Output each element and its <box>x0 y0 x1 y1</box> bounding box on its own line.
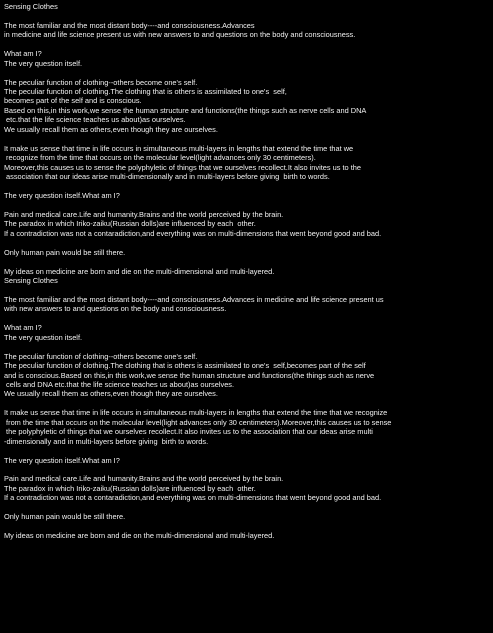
text-line: What am I? <box>4 49 42 59</box>
text-line: the polyphyletic of things that we ourselves recollect.It also invites us to the association that our ideas arise multi <box>4 427 373 437</box>
text-line: The most familiar and the most distant body----and consciousness.Advances <box>4 20 255 30</box>
blank-line <box>4 182 489 191</box>
text-line: Only human pain would be still there. <box>4 247 126 257</box>
text-line: from the time that occurs on the molecular level(light advances only 30 centimeters).Moreover,this causes us to sense <box>4 417 392 427</box>
blank-line <box>4 399 489 408</box>
blank-line <box>4 503 489 512</box>
text-line: The paradox in which Iriko-zaiku(Russian dolls)are influenced by each other. <box>4 483 256 493</box>
blank-line <box>4 134 489 143</box>
text-line: The very question itself.What am I? <box>4 190 120 200</box>
text-line: recognize from the time that occurs on the molecular level(light advances only 30 centimeters). <box>4 153 316 163</box>
text-line: Only human pain would be still there. <box>4 512 126 522</box>
text-line: The paradox in which Iriko-zaiku(Russian dolls)are influenced by each other. <box>4 219 256 229</box>
text-line: -dimensionally and in multi-layers before giving birth to words. <box>4 436 209 446</box>
text-line: Pain and medical care.Life and humanity.Brains and the world perceived by the brain. <box>4 474 284 484</box>
text-line: Sensing Clothes <box>4 276 58 286</box>
text-line: If a contradiction was not a contaradiction,and everything was on multi-dimensions that went beyond good and bad. <box>4 228 382 238</box>
blank-line <box>4 68 489 77</box>
blank-line <box>4 465 489 474</box>
blank-line <box>4 200 489 209</box>
text-line: etc.that the life science teaches us about)as ourselves. <box>4 115 186 125</box>
text-line: It make us sense that time in life occurs in simultaneous multi-layers in lengths that extend the time that we <box>4 143 354 153</box>
text-line: We usually recall them as others,even though they are ourselves. <box>4 124 218 134</box>
text-line: becomes part of the self and is conscious. <box>4 96 142 106</box>
blank-line <box>4 342 489 351</box>
text-line: My ideas on medicine are born and die on the multi-dimensional and multi-layered. <box>4 266 275 276</box>
blank-line <box>4 11 489 20</box>
text-line: Pain and medical care.Life and humanity.Brains and the world perceived by the brain. <box>4 209 284 219</box>
blank-line <box>4 238 489 247</box>
text-line: in medicine and life science present us with new answers to and questions on the body and consciousness. <box>4 30 356 40</box>
text-line: If a contradiction was not a contaradiction,and everything was on multi-dimensions that went beyond good and bad. <box>4 493 382 503</box>
blank-line <box>4 314 489 323</box>
text-line: The peculiar function of clothing.The clothing that is others is assimilated to one's self, <box>4 87 287 97</box>
text-line: The peculiar function of clothing--others become one's self. <box>4 351 198 361</box>
blank-line <box>4 522 489 531</box>
text-line: Based on this,in this work,we sense the human structure and functions(the things such as nerve cells and DNA <box>4 105 367 115</box>
blank-line <box>4 446 489 455</box>
text-line: The peculiar function of clothing.The clothing that is others is assimilated to one's self,becomes part of the self <box>4 361 366 371</box>
text-line: association that our ideas arise multi-dimensionally and in multi-layers before giving birth to words. <box>4 172 330 182</box>
text-line: The very question itself. <box>4 332 83 342</box>
text-line: It make us sense that time in life occurs in simultaneous multi-layers in lengths that extend the time that we recognize <box>4 408 388 418</box>
text-line: We usually recall them as others,even though they are ourselves. <box>4 389 218 399</box>
text-line: The most familiar and the most distant body----and consciousness.Advances in medicine and life science present us <box>4 294 384 304</box>
text-line: My ideas on medicine are born and die on the multi-dimensional and multi-layered. <box>4 531 275 541</box>
text-line: The very question itself.What am I? <box>4 455 120 465</box>
blank-line <box>4 257 489 266</box>
text-line: What am I? <box>4 323 42 333</box>
text-line: Moreover,this causes us to sense the polyphyletic of things that we ourselves recollect.It also invites us to the <box>4 162 361 172</box>
text-line: cells and DNA etc.that the life science teaches us about)as ourselves. <box>4 379 235 389</box>
text-line: The very question itself. <box>4 58 83 68</box>
blank-line <box>4 40 489 49</box>
text-line: and is conscious.Based on this,in this work,we sense the human structure and functions(the things such as nerve <box>4 370 375 380</box>
text-line: Sensing Clothes <box>4 2 58 11</box>
blank-line <box>4 285 489 294</box>
text-line: with new answers to and questions on the body and consciousness. <box>4 304 227 314</box>
text-line: The peculiar function of clothing--others become one's self. <box>4 77 198 87</box>
